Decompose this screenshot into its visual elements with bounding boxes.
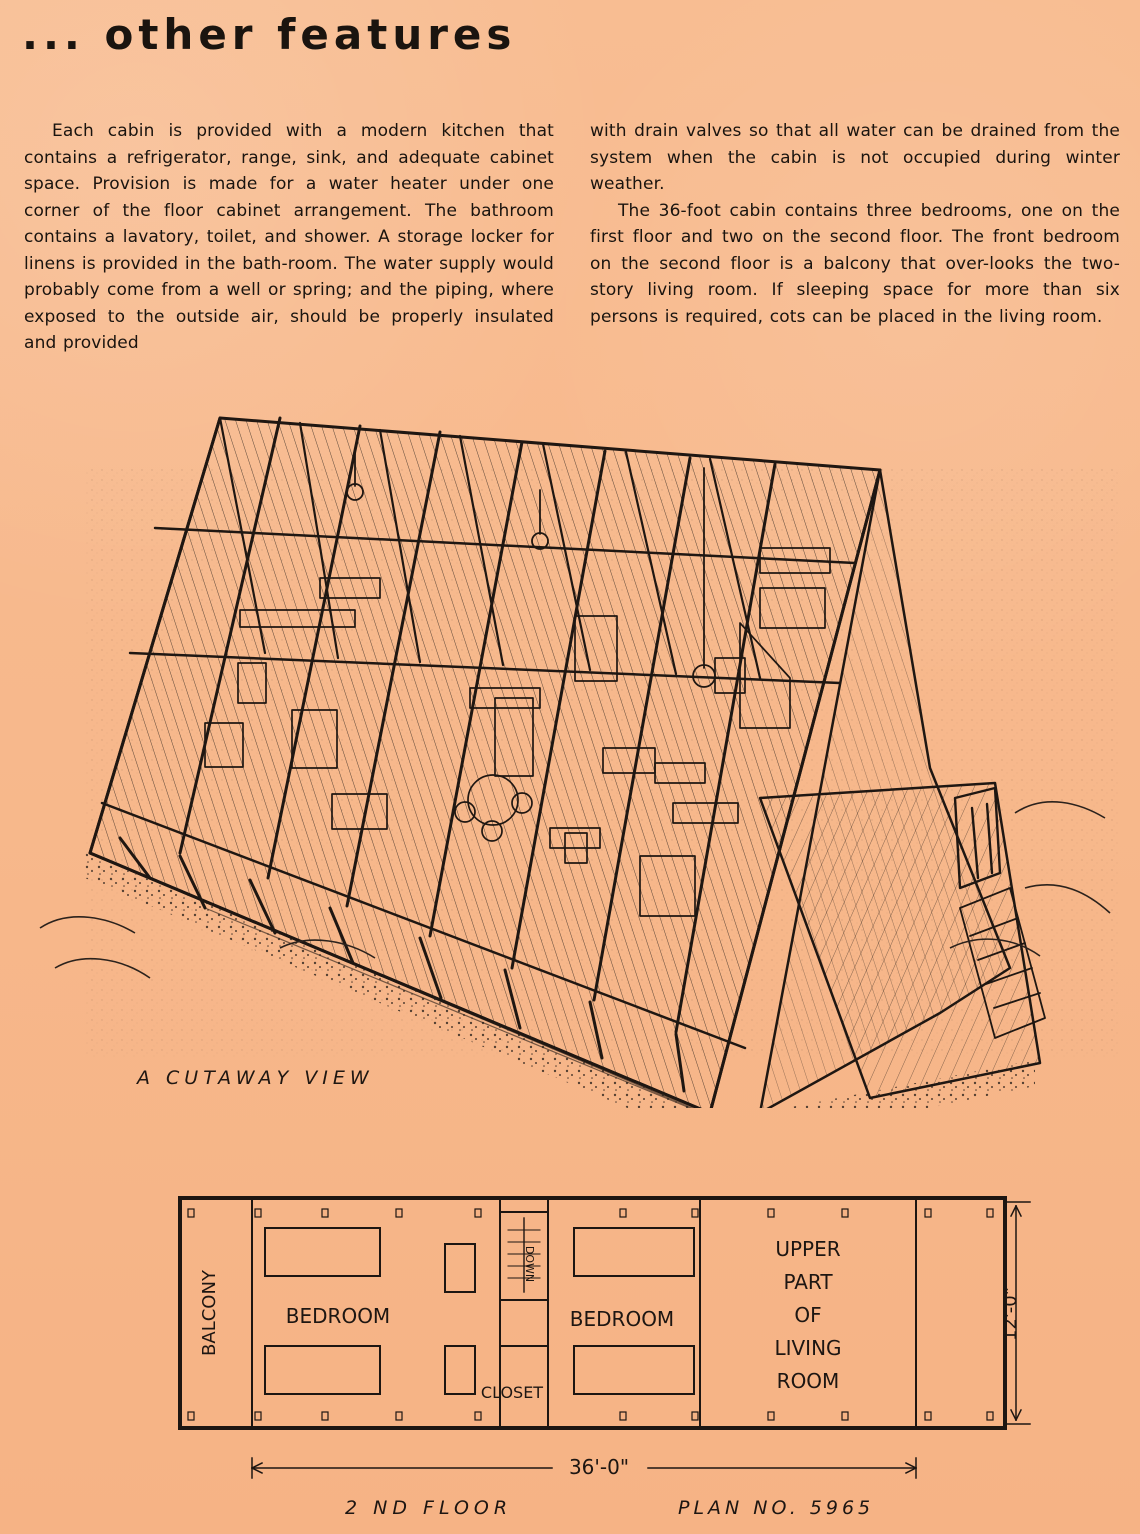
- page-heading: ... other features: [22, 10, 517, 59]
- second-floor-plan: [170, 1188, 1050, 1518]
- plan-label-upper-2: PART: [783, 1270, 833, 1294]
- plan-label-upper-3: OF: [794, 1303, 822, 1327]
- caption-plan-number: PLAN NO. 5965: [678, 1497, 875, 1518]
- caption-floor: 2 ND FLOOR: [345, 1497, 513, 1518]
- body-columns: [24, 118, 1120, 353]
- right-paragraph-1: with drain valves so that all water can be drained from the system when the cabin is not occupied during winter weather.: [590, 121, 1120, 194]
- plan-label-upper-5: ROOM: [776, 1369, 840, 1393]
- plan-label-bedroom-right: BEDROOM: [569, 1307, 675, 1331]
- plan-dimension-vertical: 12'-0": [1000, 1286, 1021, 1342]
- right-paragraph-2: The 36-foot cabin contains three bedrooms, one on the first floor and two on the second floor. The front bedroom on the second floor is a balcony that over-looks the two-story living room. If sleeping space for more than six persons is required, cots can be placed in the living room.: [590, 200, 1120, 327]
- cutaway-illustration: [0, 408, 1140, 1108]
- plan-label-stair: DOWN: [523, 1245, 536, 1283]
- plan-label-bedroom-left: BEDROOM: [285, 1304, 391, 1328]
- plan-dimension-horizontal: 36'-0": [568, 1455, 630, 1479]
- plan-label-upper-4: LIVING: [774, 1336, 842, 1360]
- plan-label-balcony: BALCONY: [199, 1270, 220, 1356]
- caption-cutaway-view: A CUTAWAY VIEW: [137, 1067, 374, 1089]
- plan-label-upper-1: UPPER: [775, 1237, 841, 1261]
- left-paragraph: Each cabin is provided with a modern kitchen that contains a refrigerator, range, sink, and adequate cabinet space. Provision is made for a water heater under one corner of the floor cabinet arrangement. The bathroom contains a lavatory, toilet, and shower. A storage locker for linens is provided in the bath-room. The water supply would probably come from a well or spring; and the piping, where exposed to the outside air, should be properly insulated and provided: [24, 121, 554, 353]
- plan-label-closet: CLOSET: [480, 1383, 544, 1402]
- left-column: [24, 118, 554, 353]
- right-column: [590, 118, 1120, 353]
